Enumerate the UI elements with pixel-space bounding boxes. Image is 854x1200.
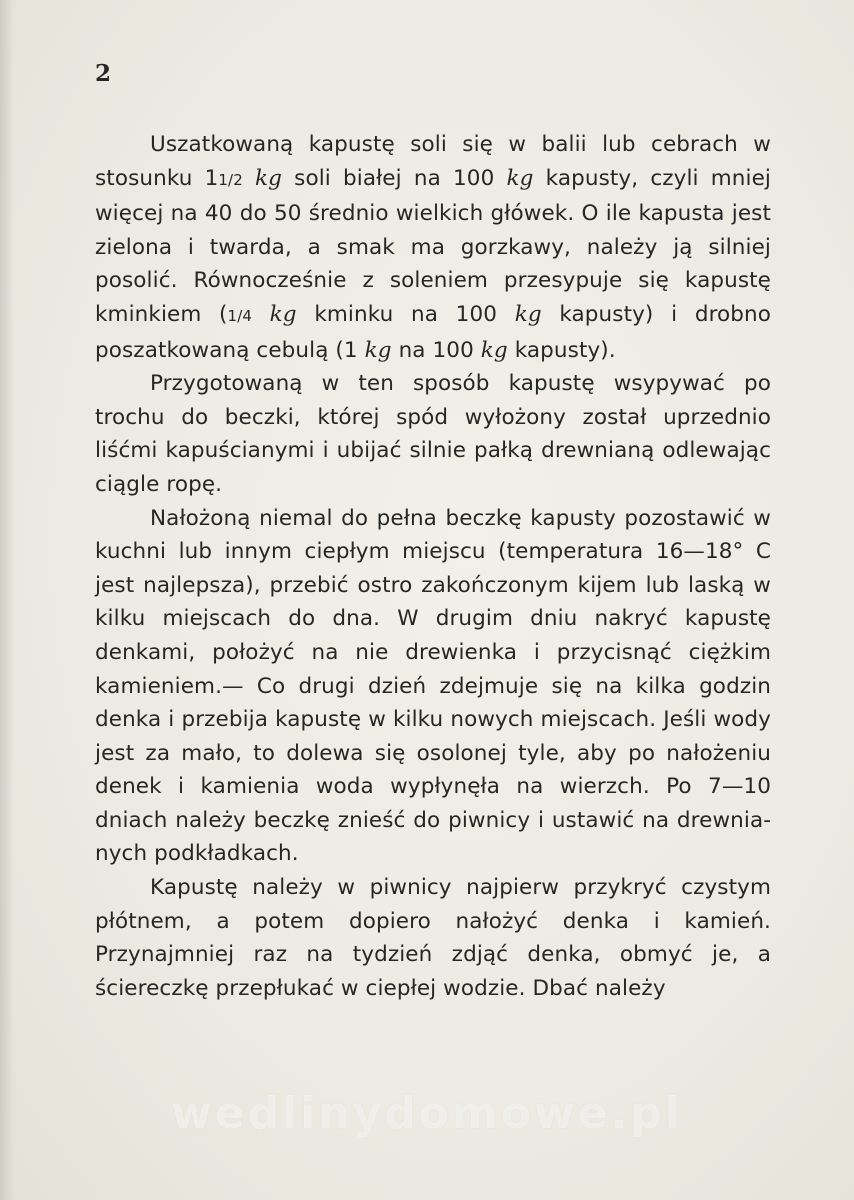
unit-kg: kg [514, 301, 542, 327]
fraction: 1/2 [218, 170, 243, 189]
text-segment: kapusty) i drobno poszatkowaną cebulą (1 [95, 301, 772, 363]
text-segment: soli białej na 100 [282, 165, 507, 191]
unit-kg: kg [364, 337, 392, 363]
fraction: 1/4 [227, 306, 252, 325]
text-segment: kapusty, czyli mniej więcej na 40 do 50 średnio wielkich główek. O ile kapusta jest zielona i twarda, a smak ma gorzkawy, należy ją silniej posolić. Równocześnie z soleniem przesypuje się kapustę kminkiem ( [95, 165, 772, 327]
text-segment: Kapustę należy w piwnicy najpierw przykryć czystym płótnem, a potem dopiero nałożyć denka i kamień. Przynajmniej raz na tydzień zdjąć denka, obmyć je, a ściereczkę przepłukać w ciepłej wodzie. Dbać należy [95, 875, 771, 1001]
paragraph-3 [95, 502, 771, 872]
body-text [95, 128, 771, 1005]
page-number: 2 [95, 60, 112, 87]
text-segment: na 100 [391, 337, 481, 363]
text-segment [243, 166, 255, 191]
text-segment: Uszatkowaną kapustę soli się w balii lub cebrach w stosunku 1 [95, 132, 771, 191]
text-segment: kminku na 100 [296, 301, 515, 327]
unit-kg: kg [255, 165, 282, 191]
unit-kg: kg [506, 165, 534, 191]
watermark: wedlinydomowe.pl [171, 1088, 683, 1139]
spine-shadow [0, 0, 14, 1200]
text-segment: kapusty). [507, 337, 616, 363]
unit-kg: kg [269, 301, 297, 327]
paragraph-4 [95, 871, 771, 1005]
paragraph-2 [95, 367, 771, 501]
paragraph-1 [95, 128, 771, 367]
text-segment [252, 302, 270, 327]
text-segment: Nałożoną niemal do pełna beczkę kapusty pozostawić w kuchni lub innym ciepłym miejscu (temperatura 16—18° C jest najlepsza), przebić ostro zakończonym kijem lub laską w kilku miejscach do dna. W drugim dniu nakryć kapustę denkami, położyć na nie drewienka i przycisnąć ciężkim kamieniem.— Co drugi dzień zdejmuje się na kilka godzin denka i przebija kapustę w kilku nowych miejscach. Jeśli wody jest za mało, to dolewa się osolonej tyle, aby po nałożeniu denek i kamienia woda wypłynęła na wierzch. Po 7—10 dniach należy beczkę znieść do piwnicy i ustawić na drewnianych podkładkach. [95, 505, 771, 867]
text-segment: Przygotowaną w ten sposób kapustę wsypywać po trochu do beczki, której spód wyłożony został uprzednio liśćmi kapuścianymi i ubijać silnie pałką drewnianą odlewając ciągle ropę. [95, 371, 771, 497]
unit-kg: kg [480, 337, 508, 363]
